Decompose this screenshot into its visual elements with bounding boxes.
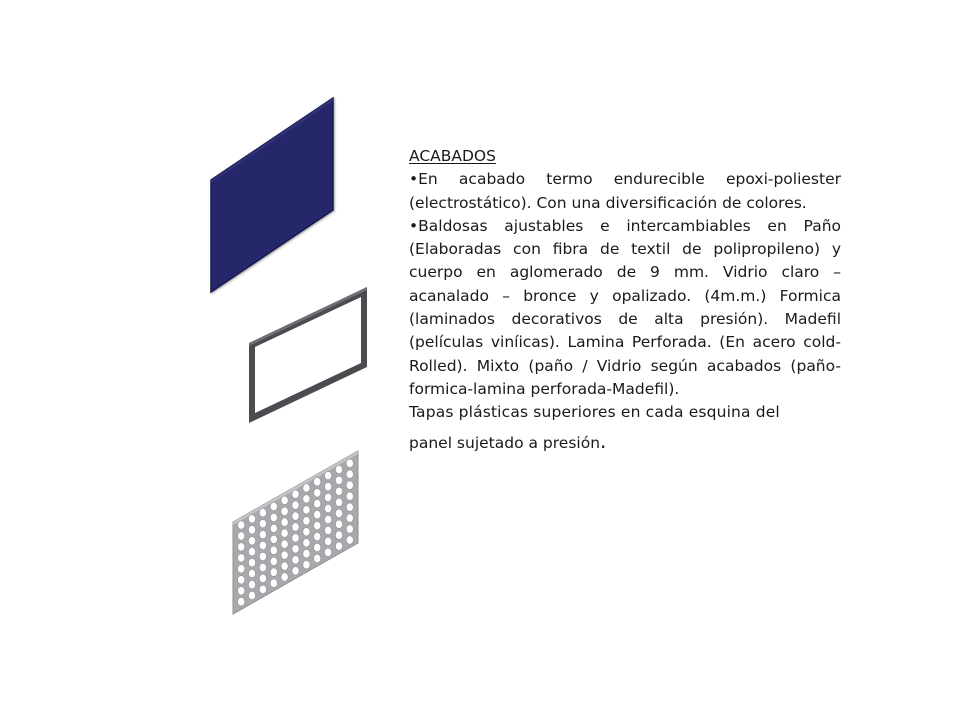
perforation-hole xyxy=(292,534,299,542)
perforation-hole xyxy=(346,503,353,511)
perforation-hole xyxy=(238,587,245,595)
glass-frame-panel xyxy=(249,287,367,423)
perforation-hole xyxy=(259,519,266,527)
perforation-hole xyxy=(325,504,332,512)
closing-line-2: panel sujetado a presión xyxy=(409,433,601,452)
fabric-panel xyxy=(211,98,333,292)
perforation-hole xyxy=(314,511,321,519)
closing-line-2-wrap xyxy=(409,430,841,455)
perforation-hole xyxy=(346,525,353,533)
perforation-hole xyxy=(335,520,342,528)
perforation-hole xyxy=(314,489,321,497)
perforation-hole xyxy=(303,495,310,503)
perforation-hole xyxy=(270,513,277,521)
perforation-hole xyxy=(238,565,245,573)
perforation-hole xyxy=(270,557,277,565)
perforation-hole xyxy=(325,526,332,534)
perforation-hole xyxy=(281,562,288,570)
perforation-hole xyxy=(314,500,321,508)
perforation-hole xyxy=(314,554,321,562)
perforation-hole xyxy=(325,471,332,479)
perforation-hole xyxy=(238,554,245,562)
perforation-hole xyxy=(248,591,255,599)
perforation-hole xyxy=(303,561,310,569)
finishes-text xyxy=(409,145,841,455)
perforation-hole xyxy=(259,541,266,549)
closing-line xyxy=(409,401,841,424)
perforation-hole xyxy=(259,574,266,582)
perforation-hole xyxy=(314,543,321,551)
perforation-hole xyxy=(325,548,332,556)
perforation-hole xyxy=(281,551,288,559)
perforation-hole xyxy=(238,521,245,529)
perforation-hole xyxy=(270,502,277,510)
perforation-hole xyxy=(292,556,299,564)
section-heading: ACABADOS xyxy=(409,147,496,165)
perforation-hole xyxy=(346,514,353,522)
closing-line-1: Tapas plásticas superiores en cada esquina del xyxy=(409,403,780,422)
perforation-hole xyxy=(281,573,288,581)
bullet-tiles: •Baldosas ajustables e intercambiables en Paño (Elaboradas con fibra de textil de polipropileno) y cuerpo en aglomerado de 9 mm. Vidrio claro – acanalado – bronce y opalizado. (4m.m.) Formica (laminados decorativos de alta presión). Madefil (películas viníicas). Lamina Perforada. (En acero cold-Rolled). Mixto (paño / Vidrio según acabados (paño-formica-lamina perforada-Madefil). xyxy=(409,216,841,398)
perforation-hole xyxy=(270,546,277,554)
perforation-hole xyxy=(303,550,310,558)
perforation-hole xyxy=(335,542,342,550)
perforation-hole xyxy=(281,496,288,504)
perforation-hole xyxy=(238,576,245,584)
perforation-hole xyxy=(281,507,288,515)
perforation-hole xyxy=(314,521,321,529)
perforation-hole xyxy=(346,459,353,467)
perforation-hole xyxy=(346,492,353,500)
perforation-hole xyxy=(346,481,353,489)
bullet-epoxy-finish: •En acabado termo endurecible epoxi-poliester (electrostático). Con una diversificación de colores. xyxy=(409,170,841,212)
perforation-hole xyxy=(248,580,255,588)
perforation-hole xyxy=(303,484,310,492)
perforation-hole xyxy=(238,598,245,606)
perforation-hole xyxy=(248,515,255,523)
perforation-hole xyxy=(314,532,321,540)
perforation-hole xyxy=(303,517,310,525)
perforation-hole xyxy=(259,530,266,538)
perforation-hole xyxy=(335,509,342,517)
perforation-hole xyxy=(335,531,342,539)
closing-period: . xyxy=(600,428,607,453)
perforation-hole xyxy=(281,518,288,526)
perforation-hole xyxy=(292,490,299,498)
perforation-hole xyxy=(248,548,255,556)
perforation-hole xyxy=(292,545,299,553)
perforation-hole xyxy=(270,524,277,532)
perforation-hole xyxy=(281,540,288,548)
perforation-hole xyxy=(238,543,245,551)
perforation-hole xyxy=(270,579,277,587)
perforation-hole xyxy=(238,532,245,540)
perforation-hole xyxy=(292,501,299,509)
perforation-hole xyxy=(346,536,353,544)
perforation-hole xyxy=(248,569,255,577)
perforation-hole xyxy=(314,478,321,486)
perforation-hole xyxy=(335,476,342,484)
perforation-hole xyxy=(259,552,266,560)
perforation-hole xyxy=(325,537,332,545)
perforation-hole xyxy=(292,523,299,531)
perforation-hole xyxy=(248,526,255,534)
perforation-hole xyxy=(335,498,342,506)
perforation-hole xyxy=(325,515,332,523)
perforation-hole xyxy=(270,535,277,543)
perforation-hole xyxy=(346,470,353,478)
perforation-hole xyxy=(335,465,342,473)
perforation-hole xyxy=(281,529,288,537)
perforation-hole xyxy=(292,512,299,520)
perforation-hole xyxy=(259,563,266,571)
perforation-hole xyxy=(303,539,310,547)
perforation-hole xyxy=(303,528,310,536)
perforation-hole xyxy=(270,568,277,576)
perforation-hole xyxy=(335,487,342,495)
perforation-hole xyxy=(259,509,266,517)
perforation-hole xyxy=(303,506,310,514)
perforation-hole xyxy=(325,493,332,501)
perforation-hole xyxy=(292,567,299,575)
perforated-panel xyxy=(233,451,358,614)
perforation-hole xyxy=(259,585,266,593)
perforation-hole xyxy=(248,537,255,545)
perforation-hole xyxy=(325,482,332,490)
perforation-hole xyxy=(248,559,255,567)
